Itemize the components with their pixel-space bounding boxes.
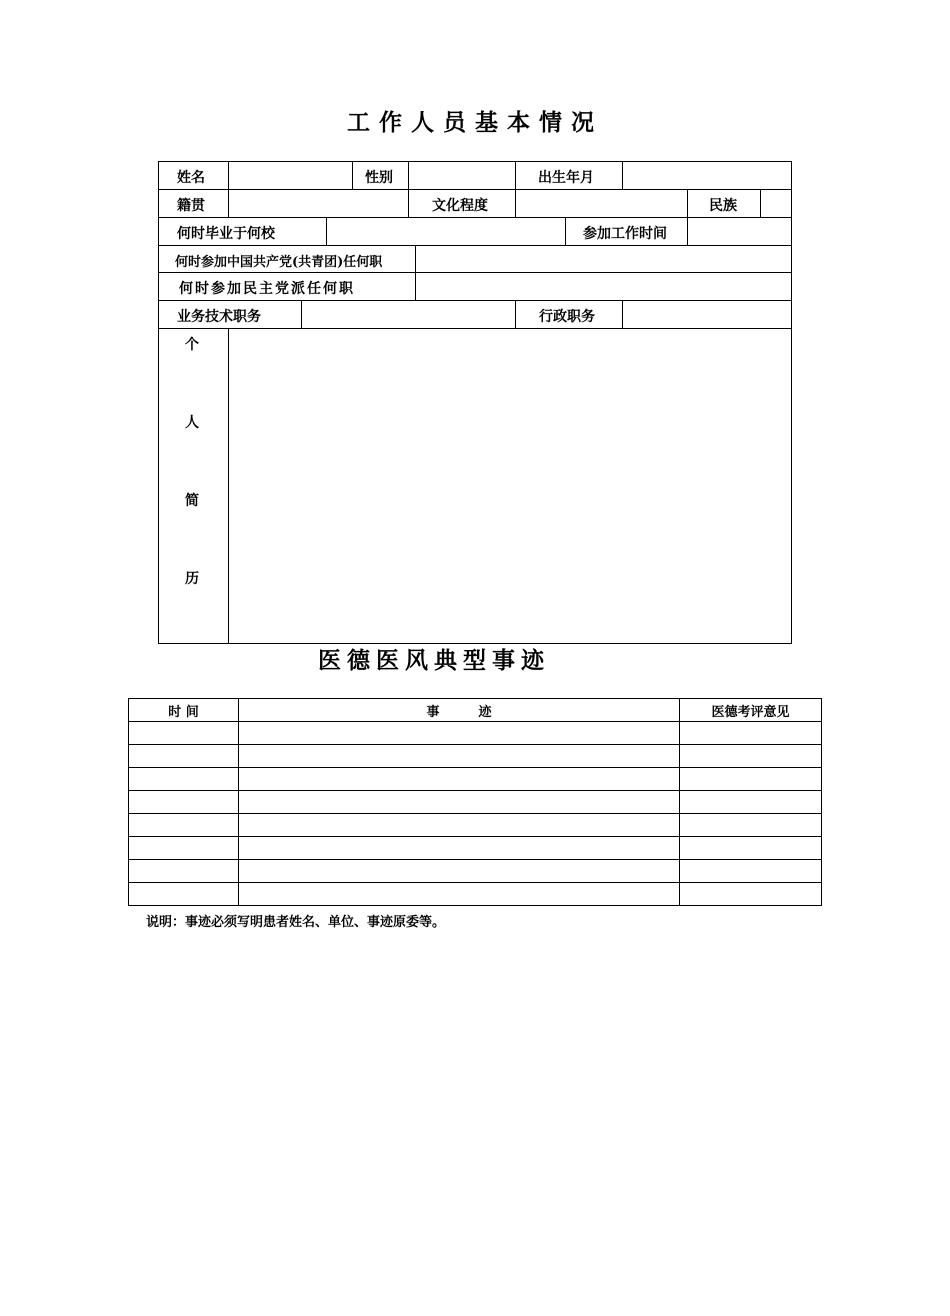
gender-label: 性别 <box>365 170 393 186</box>
ethnicity-label: 民族 <box>709 198 737 214</box>
table-row <box>129 745 822 768</box>
graduated-field[interactable] <box>327 218 565 245</box>
gender-field[interactable] <box>409 162 515 189</box>
tech-post-field[interactable] <box>302 301 515 328</box>
origin-label: 籍贯 <box>177 198 205 214</box>
table-row <box>129 837 822 860</box>
deeds-cell[interactable] <box>239 791 680 814</box>
time-cell[interactable] <box>129 837 239 860</box>
deeds-cell[interactable] <box>239 722 680 745</box>
deeds-cell[interactable] <box>239 837 680 860</box>
deeds-table <box>128 698 822 906</box>
work-start-field[interactable] <box>688 218 791 245</box>
work-start-label: 参加工作时间 <box>583 226 667 242</box>
header-evaluation: 医德考评意见 <box>680 699 822 722</box>
evaluation-cell[interactable] <box>680 768 822 791</box>
birth-field[interactable] <box>623 162 791 189</box>
tech-post-label: 业务技术职务 <box>177 309 261 325</box>
resume-field[interactable] <box>229 329 791 643</box>
democratic-label: 何时参加民主党派任何职 <box>179 281 355 297</box>
evaluation-cell[interactable] <box>680 860 822 883</box>
resume-label-char: 个 <box>185 337 199 353</box>
origin-field[interactable] <box>229 190 408 217</box>
democratic-field[interactable] <box>416 273 791 300</box>
basic-info-form <box>158 161 792 644</box>
table-row <box>129 768 822 791</box>
graduated-label: 何时毕业于何校 <box>177 226 275 242</box>
page-title: 工作人员基本情况 <box>347 109 603 136</box>
deeds-cell[interactable] <box>239 814 680 837</box>
evaluation-cell[interactable] <box>680 883 822 906</box>
name-label: 姓名 <box>177 170 205 186</box>
name-field[interactable] <box>229 162 352 189</box>
footnote: 说明：事迹必须写明患者姓名、单位、事迹原委等。 <box>146 915 446 930</box>
education-field[interactable] <box>516 190 687 217</box>
section-title: 医德医风典型事迹 <box>318 647 550 674</box>
ethnicity-field[interactable] <box>761 190 791 217</box>
time-cell[interactable] <box>129 860 239 883</box>
ccp-label: 何时参加中国共产党(共青团)任何职 <box>175 255 383 270</box>
ccp-field[interactable] <box>416 246 791 272</box>
resume-label-char: 简 <box>185 493 199 509</box>
evaluation-cell[interactable] <box>680 814 822 837</box>
table-header-row <box>129 699 822 722</box>
table-row <box>129 722 822 745</box>
deeds-cell[interactable] <box>239 860 680 883</box>
evaluation-cell[interactable] <box>680 745 822 768</box>
resume-label-char: 历 <box>185 571 199 587</box>
evaluation-cell[interactable] <box>680 722 822 745</box>
education-label: 文化程度 <box>432 198 488 214</box>
evaluation-cell[interactable] <box>680 837 822 860</box>
time-cell[interactable] <box>129 883 239 906</box>
deeds-cell[interactable] <box>239 883 680 906</box>
time-cell[interactable] <box>129 814 239 837</box>
resume-label-char: 人 <box>185 415 199 431</box>
header-time: 时 间 <box>129 699 239 722</box>
time-cell[interactable] <box>129 745 239 768</box>
admin-post-label: 行政职务 <box>539 309 595 325</box>
table-row <box>129 814 822 837</box>
time-cell[interactable] <box>129 722 239 745</box>
deeds-cell[interactable] <box>239 745 680 768</box>
table-row <box>129 860 822 883</box>
birth-label: 出生年月 <box>538 170 594 186</box>
header-deeds: 事 迹 <box>239 699 680 722</box>
admin-post-field[interactable] <box>623 301 791 328</box>
table-row <box>129 883 822 906</box>
time-cell[interactable] <box>129 791 239 814</box>
table-row <box>129 791 822 814</box>
evaluation-cell[interactable] <box>680 791 822 814</box>
deeds-cell[interactable] <box>239 768 680 791</box>
time-cell[interactable] <box>129 768 239 791</box>
